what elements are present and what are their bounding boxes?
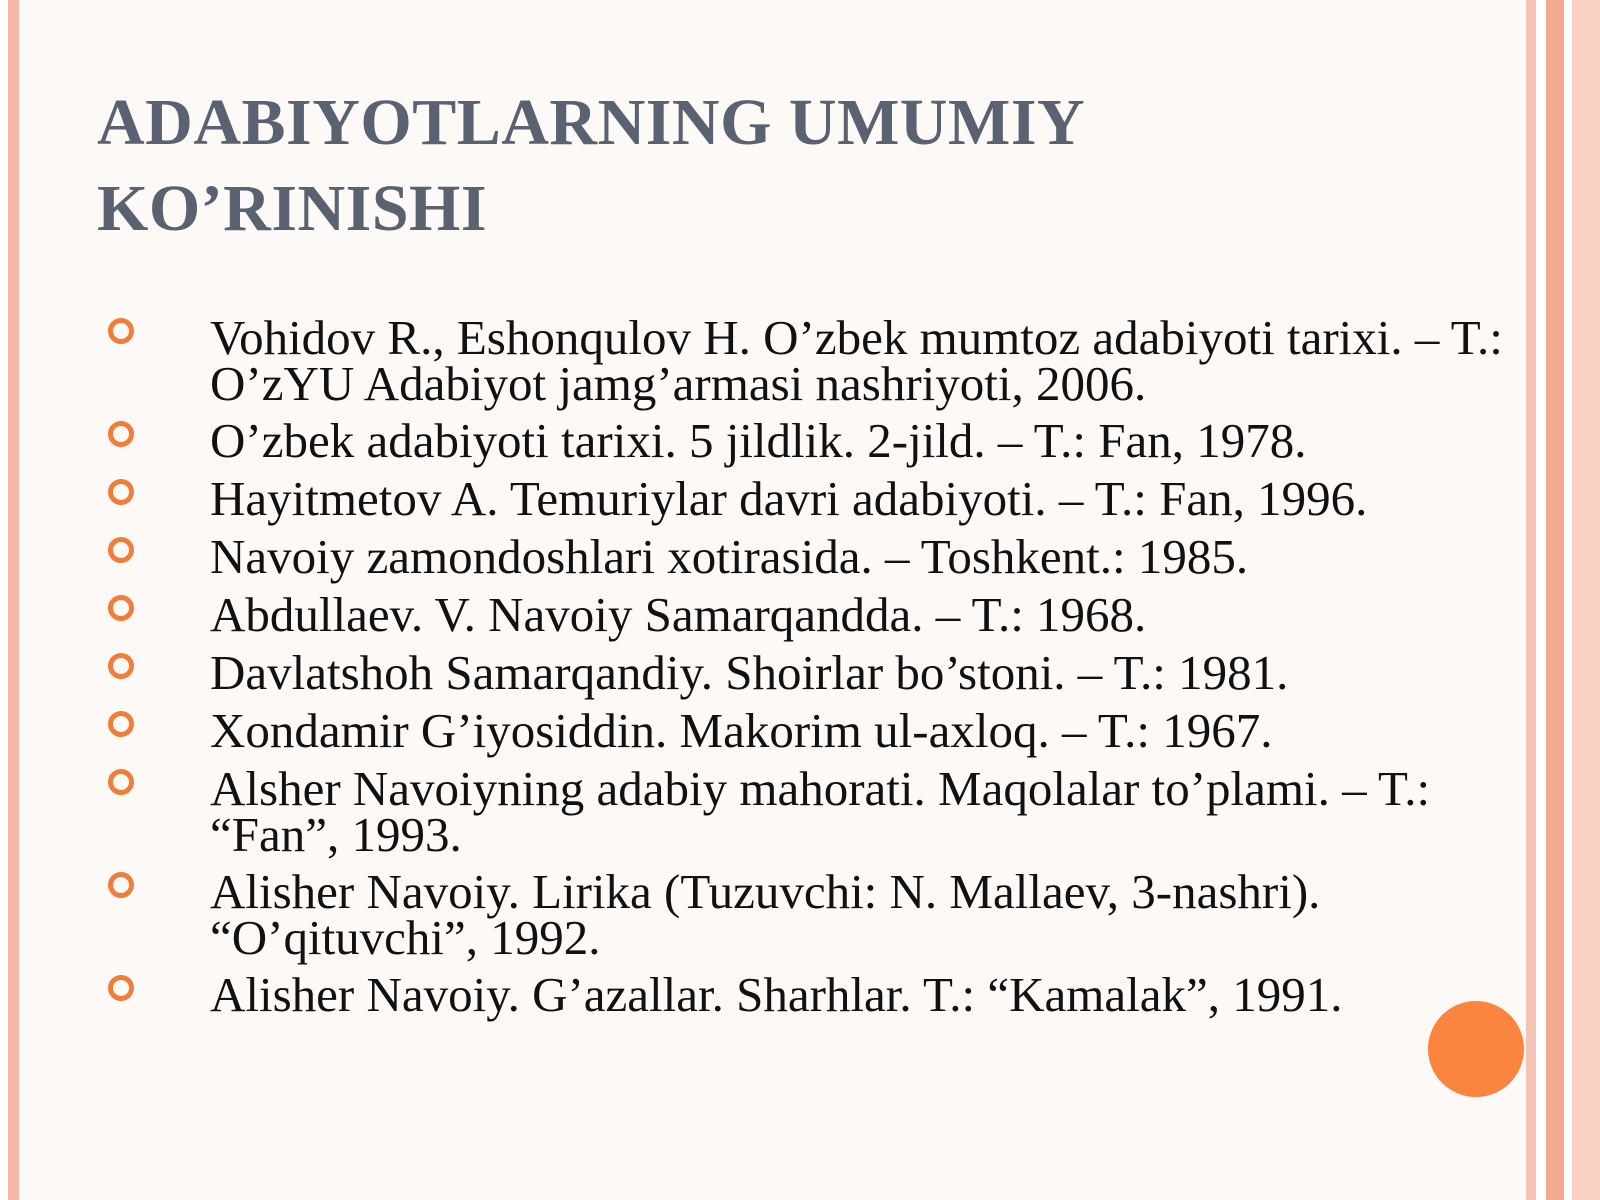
ring-bullet-icon <box>108 537 134 563</box>
reference-text: Navoiy zamondoshlari xotirasida. – Toshkent.: 1985. <box>210 529 1249 584</box>
reference-text: Vohidov R., Eshonqulov H. O’zbek mumtoz adabiyoti tarixi. – T.: O’zYU Adabiyot jamg’armasi nashriyoti, 2006. <box>210 310 1503 411</box>
reference-text: O’zbek adabiyoti tarixi. 5 jildlik. 2-jild. – T.: Fan, 1978. <box>210 413 1307 468</box>
reference-text: Alsher Navoiyning adabiy mahorati. Maqolalar to’plami. – T.: “Fan”, 1993. <box>210 761 1431 862</box>
reference-text: Xondamir G’iyosiddin. Makorim ul-axloq. – T.: 1967. <box>210 703 1273 758</box>
title-line-2: KO’RINISHI <box>97 172 488 245</box>
ring-bullet-icon <box>108 975 134 1001</box>
ring-bullet-icon <box>108 421 134 447</box>
reference-text: Alisher Navoiy. G’azallar. Sharhlar. T.: “Kamalak”, 1991. <box>210 967 1343 1022</box>
ring-bullet-icon <box>108 595 134 621</box>
reference-text: Hayitmetov A. Temuriylar davri adabiyoti. – T.: Fan, 1996. <box>210 471 1368 526</box>
ring-bullet-icon <box>108 479 134 505</box>
reference-text: Davlatshoh Samarqandiy. Shoirlar bo’stoni. – T.: 1981. <box>210 645 1289 700</box>
ring-bullet-icon <box>108 769 134 795</box>
ring-bullet-icon <box>108 711 134 737</box>
ring-bullet-icon <box>108 872 134 898</box>
reference-text: Alisher Navoiy. Lirika (Tuzuvchi: N. Mallaev, 3-nashri). “O’qituvchi”, 1992. <box>210 864 1321 965</box>
reference-text: Abdullaev. V. Navoiy Samarqandda. – T.: 1968. <box>210 587 1147 642</box>
ring-bullet-icon <box>108 653 134 679</box>
ring-bullet-icon <box>108 318 134 344</box>
title-line-1: ADABIYOTLARNING UMUMIY <box>97 86 1086 159</box>
orange-circle-decoration <box>1428 1001 1524 1097</box>
